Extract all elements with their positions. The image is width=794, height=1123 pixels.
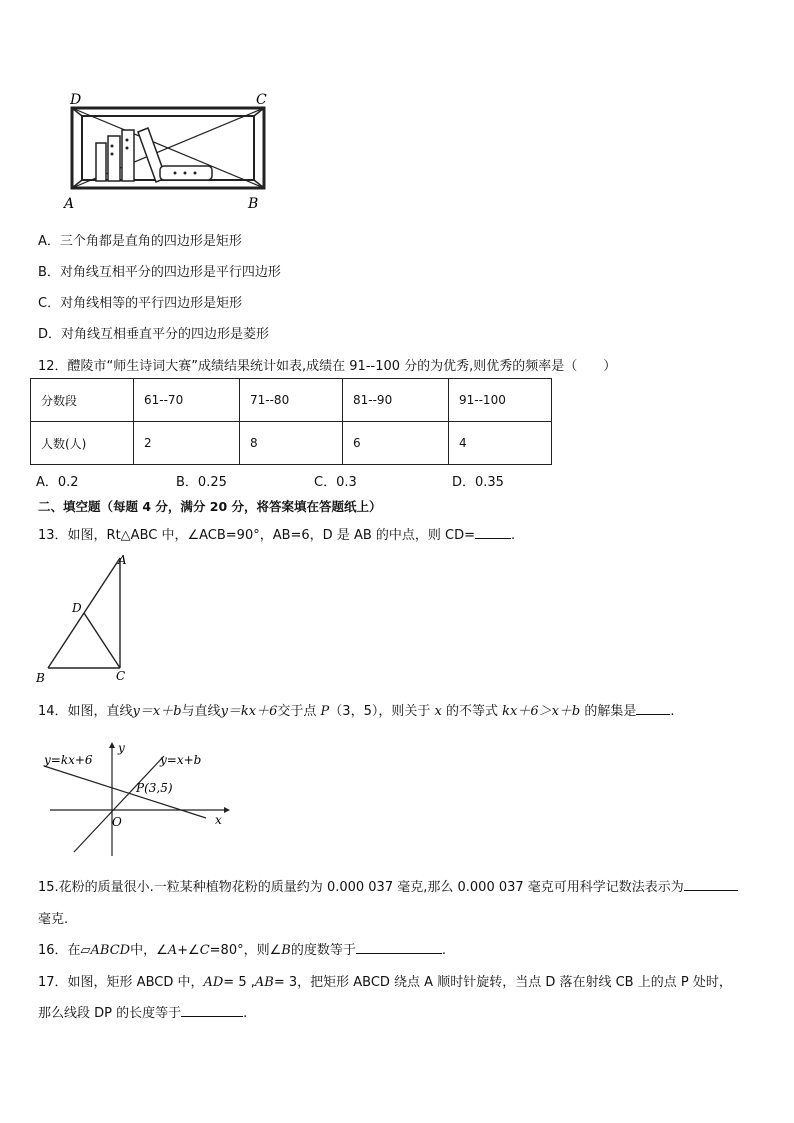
- q12-option-b: B．0.25: [176, 475, 227, 490]
- q16-angle-c: C: [199, 943, 210, 958]
- q17-segment-ad: AD: [203, 975, 224, 990]
- q13-stem: [38, 524, 515, 543]
- q13-label-d: D: [72, 601, 82, 615]
- q17-answer-blank: [181, 1002, 243, 1017]
- q14-label-line2: y=x+b: [160, 753, 202, 767]
- table-row: [31, 379, 552, 422]
- q14-end: .: [670, 704, 675, 719]
- q15-text: 15.花粉的质量很小.一粒某种植物花粉的质量约为 0.000 037 毫克,那么 0.000 037 毫克可用科学记数法表示为: [38, 880, 684, 895]
- q13-end: .: [511, 528, 516, 543]
- section-heading: 二、填空题（每题 4 分，满分 20 分，将答案填在答题纸上）: [38, 499, 382, 514]
- q11-label-d: D: [70, 92, 82, 108]
- q14-text: （3，5），则关于: [329, 704, 431, 719]
- q14-point: P: [320, 704, 330, 719]
- q16-stem: [38, 939, 446, 958]
- table-cell: 人数(人): [31, 422, 134, 465]
- q11-label-a: A: [64, 196, 75, 212]
- q13-label-c: C: [116, 669, 126, 683]
- table-cell: 2: [134, 422, 240, 465]
- q11-figure: [60, 88, 280, 212]
- q17-line1: [38, 971, 732, 990]
- q16-text: =80°，则∠: [209, 943, 282, 958]
- q13-label-a: A: [118, 553, 127, 567]
- q14-inequality: kx＋6＞x＋b: [502, 704, 581, 719]
- q11-option-a: A．三个角都是直角的四边形是矩形: [38, 234, 242, 249]
- q15-line2: 毫克.: [38, 912, 69, 927]
- q14-equation-2: y＝kx＋6: [220, 704, 278, 719]
- q14-stem: [38, 700, 675, 719]
- q16-text: 的度数等于: [290, 943, 356, 958]
- q14-equation-1: y＝x＋b: [132, 704, 182, 719]
- q11-label-b: B: [248, 196, 259, 212]
- q12-option-c: C．0.3: [314, 475, 357, 490]
- q14-text: 14．如图，直线: [38, 704, 133, 719]
- q14-text: 交于点: [277, 704, 317, 719]
- q17-segment-ab: AB: [254, 975, 274, 990]
- table-cell: 分数段: [31, 379, 134, 422]
- q14-label-line1: y=kx+6: [44, 753, 93, 767]
- q13-label-b: B: [36, 671, 45, 685]
- q14-text: 与直线: [181, 704, 221, 719]
- q13-answer-blank: [475, 524, 511, 539]
- q14-text: 的解集是: [584, 704, 637, 719]
- table-cell: 81--90: [343, 379, 449, 422]
- q14-graph-figure: [40, 738, 240, 860]
- q16-text: +∠: [177, 943, 200, 958]
- q14-label-y: y: [118, 741, 125, 755]
- table-cell: 61--70: [134, 379, 240, 422]
- q17-text: 17．如图，矩形 ABCD 中，: [38, 975, 204, 990]
- q17-text: = 5 ,: [223, 975, 255, 990]
- table-cell: 8: [240, 422, 343, 465]
- q11-option-d: D．对角线互相垂直平分的四边形是菱形: [38, 327, 270, 342]
- q14-variable: x: [434, 704, 442, 719]
- q12-stem: 12．醴陵市“师生诗词大赛”成绩结果统计如表,成绩在 91--100 分的为优秀,则优秀的频率是（ ）: [38, 359, 617, 374]
- table-cell: 91--100: [449, 379, 552, 422]
- q15-line1: [38, 876, 738, 895]
- table-cell: 6: [343, 422, 449, 465]
- q16-angle-b: B: [281, 943, 291, 958]
- table-row: [31, 422, 552, 465]
- q12-option-d: D．0.35: [452, 475, 504, 490]
- q11-option-b: B．对角线互相平分的四边形是平行四边形: [38, 265, 281, 280]
- q17-line2: [38, 1002, 247, 1021]
- q14-label-origin: O: [112, 815, 122, 829]
- q16-text: 16．在▱: [38, 943, 91, 958]
- q14-label-x: x: [215, 813, 222, 827]
- q17-text: 那么线段 DP 的长度等于: [38, 1006, 182, 1021]
- q11-option-c: C．对角线相等的平行四边形是矩形: [38, 296, 243, 311]
- q16-parallelogram: ABCD: [90, 943, 131, 958]
- q12-score-table: [30, 378, 552, 465]
- q15-answer-blank: [684, 876, 738, 891]
- q11-label-c: C: [256, 92, 267, 108]
- table-cell: 71--80: [240, 379, 343, 422]
- q12-option-a: A．0.2: [36, 475, 79, 490]
- q13-text: 13．如图，Rt△ABC 中，∠ACB=90°，AB=6，D 是 AB 的中点，则 CD=: [38, 528, 476, 543]
- q16-end: .: [441, 943, 446, 958]
- table-cell: 4: [449, 422, 552, 465]
- q17-end: .: [243, 1006, 248, 1021]
- q16-angle-a: A: [167, 943, 178, 958]
- q13-triangle-figure: [34, 550, 134, 690]
- q17-text: = 3，把矩形 ABCD 绕点 A 顺时针旋转，当点 D 落在射线 CB 上的点 P 处时，: [273, 975, 732, 990]
- q14-label-point: P(3,5): [136, 781, 173, 795]
- q14-text: 的不等式: [445, 704, 498, 719]
- q14-answer-blank: [636, 700, 670, 715]
- q16-text: 中，∠: [130, 943, 168, 958]
- q16-answer-blank: [356, 939, 442, 954]
